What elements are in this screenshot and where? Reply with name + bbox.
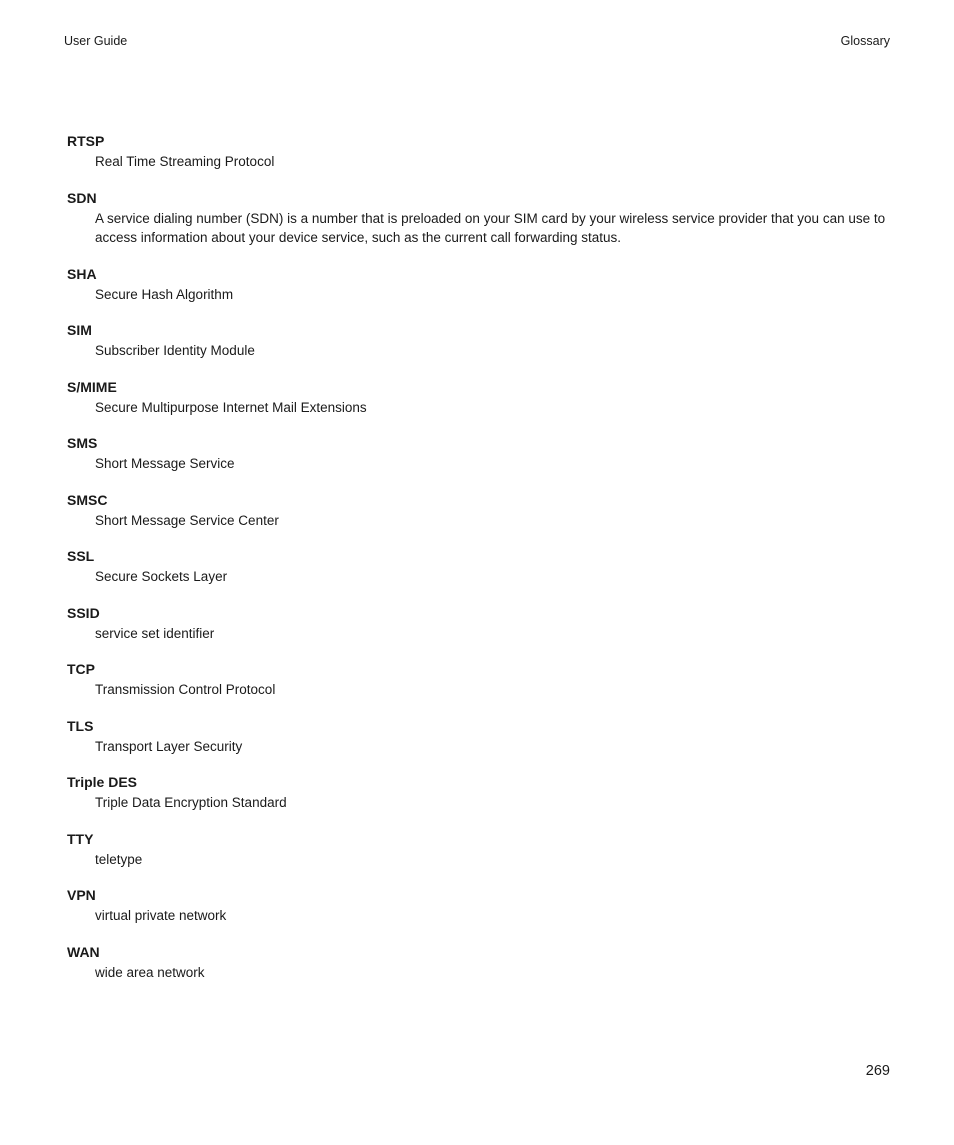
glossary-term: TTY — [67, 830, 94, 847]
glossary-entry — [67, 546, 893, 587]
glossary-entry — [67, 659, 893, 700]
glossary-list — [67, 131, 893, 998]
glossary-definition: Secure Multipurpose Internet Mail Extensions — [95, 399, 367, 415]
glossary-term: VPN — [67, 887, 96, 903]
glossary-term: SSID — [67, 604, 100, 621]
glossary-entry — [67, 603, 893, 644]
glossary-definition: virtual private network — [95, 908, 227, 923]
glossary-term: TLS — [67, 717, 94, 734]
glossary-entry — [67, 490, 893, 531]
page-number: 269 — [865, 1063, 890, 1079]
glossary-entry — [67, 320, 893, 361]
glossary-definition: Subscriber Identity Module — [95, 343, 255, 358]
glossary-entry — [67, 131, 893, 172]
header-section-title: Glossary — [840, 34, 890, 48]
glossary-definition: service set identifier — [95, 625, 215, 641]
header-document-title: User Guide — [64, 34, 128, 48]
glossary-definition: Real Time Streaming Protocol — [95, 154, 275, 169]
glossary-definition: A service dialing number (SDN) is a number that is preloaded on your SIM card by your wireless service provider that you can use to access information about your device service, such as the current call forwarding status. — [95, 210, 886, 245]
running-header — [64, 32, 890, 50]
glossary-term: SHA — [67, 265, 97, 282]
glossary-entry — [67, 829, 893, 870]
glossary-term: RTSP — [67, 133, 105, 149]
glossary-definition: wide area network — [95, 964, 205, 980]
glossary-term: SMSC — [67, 491, 108, 508]
glossary-entry — [67, 433, 893, 474]
glossary-term: WAN — [67, 943, 100, 960]
glossary-term: SMS — [67, 435, 98, 451]
glossary-definition: Short Message Service Center — [95, 512, 279, 528]
glossary-definition: Secure Sockets Layer — [95, 569, 228, 584]
glossary-entry — [67, 377, 893, 418]
glossary-definition: Triple Data Encryption Standard — [95, 795, 287, 810]
glossary-term: TCP — [67, 661, 95, 677]
glossary-definition: teletype — [95, 851, 143, 867]
glossary-term: SIM — [67, 322, 92, 338]
glossary-entry — [67, 885, 893, 926]
glossary-term: SSL — [67, 548, 95, 564]
glossary-entry — [67, 942, 893, 983]
glossary-entry — [67, 264, 893, 305]
glossary-definition: Transmission Control Protocol — [95, 682, 276, 697]
glossary-term: Triple DES — [67, 774, 138, 790]
glossary-definition: Short Message Service — [95, 456, 235, 471]
glossary-term: SDN — [67, 189, 97, 206]
glossary-definition: Secure Hash Algorithm — [95, 286, 234, 302]
glossary-entry — [67, 188, 893, 248]
glossary-term: S/MIME — [67, 378, 117, 395]
glossary-definition: Transport Layer Security — [95, 738, 243, 754]
glossary-entry — [67, 716, 893, 757]
glossary-entry — [67, 772, 893, 813]
